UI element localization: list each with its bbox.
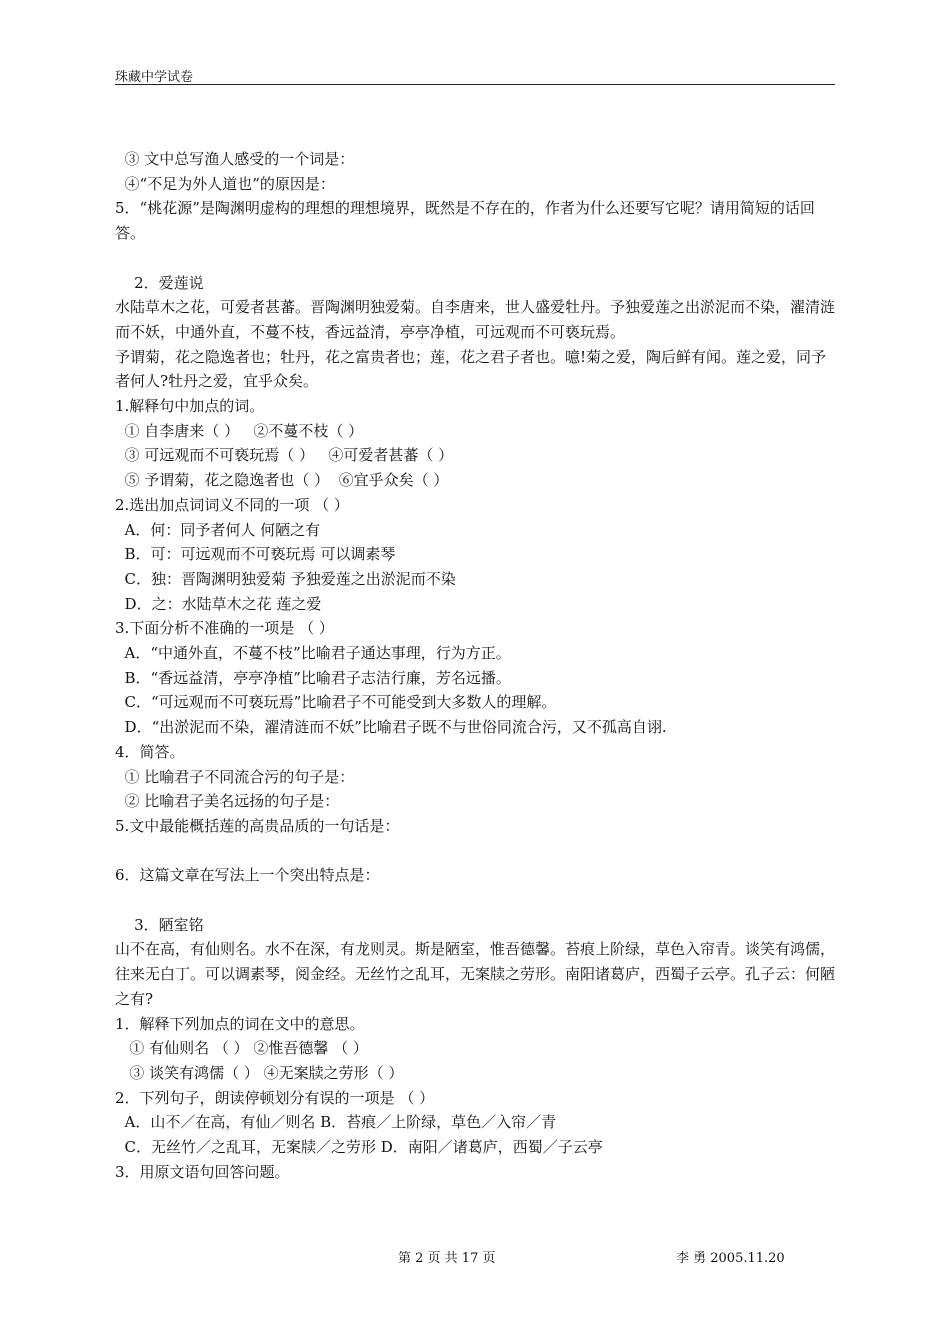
- text-line: 2.选出加点词词义不同的一项 （ ）: [115, 495, 349, 514]
- text-line: 水陆草木之花，可爱者甚蕃。晋陶渊明独爱菊。自李唐来，世人盛爱牡丹。予独爱莲之出淤泥而不染，濯清涟而不妖，中通外直，不蔓不枝，香远益清，亭亭净植，可远观而不可亵玩焉。: [115, 298, 836, 341]
- text-line: ⑤ 予谓菊，花之隐逸者也（ ） ⑥宜乎众矣（ ）: [115, 471, 449, 490]
- text-line: ③ 文中总写渔人感受的一个词是：: [115, 150, 355, 168]
- text-line: B．可：可远观而不可亵玩焉 可以调素琴: [115, 545, 396, 564]
- blank-line: [115, 839, 837, 864]
- text-line: B．“香远益清，亭亭净植”比喻君子志洁行廉，芳名远播。: [115, 668, 511, 687]
- blank-line: [115, 888, 837, 913]
- blank-line: [115, 246, 837, 271]
- text-line: ① 比喻君子不同流合污的句子是：: [115, 767, 355, 786]
- author-date: 李 勇 2005.11.20: [676, 1251, 785, 1266]
- text-line: 5．“桃花源”是陶渊明虚构的理想的理想境界，既然是不存在的，作者为什么还要写它呢？请用简短的话回答。: [115, 199, 815, 243]
- text-line: 4．简答。: [115, 742, 185, 761]
- page-number: 第 2 页 共 17 页: [398, 1251, 496, 1266]
- text-line: C．无丝竹／之乱耳，无案牍／之劳形 D．南阳／诸葛庐，西蜀／子云亭: [115, 1138, 603, 1157]
- text-line: C．独：晋陶渊明独爱菊 予独爱莲之出淤泥而不染: [115, 569, 456, 588]
- document-body: [115, 147, 837, 1184]
- text-line: A．“中通外直，不蔓不枝”比喻君子通达事理，行为方正。: [115, 644, 511, 663]
- text-line: 1.解释句中加点的词。: [115, 397, 265, 416]
- text-line: ① 有仙则名 （ ） ②惟吾德馨 （ ）: [115, 1039, 368, 1058]
- text-line: 6．这篇文章在写法上一个突出特点是：: [115, 866, 380, 885]
- text-line: 1．解释下列加点的词在文中的意思。: [115, 1014, 365, 1033]
- text-line: D．“出淤泥而不染，濯清涟而不妖”比喻君子既不与世俗同流合污，又不孤高自诩.: [115, 718, 667, 737]
- text-line: 2．下列句子，朗读停顿划分有误的一项是 （ ）: [115, 1088, 435, 1107]
- text-line: A．何：同予者何人 何陋之有: [115, 520, 321, 539]
- text-line: ① 自李唐来（ ） ②不蔓不枝（ ）: [115, 421, 364, 440]
- text-line: 3．陋室铭: [115, 915, 204, 934]
- text-line: 予谓菊，花之隐逸者也；牡丹，花之富贵者也；莲，花之君子者也。噫!菊之爱，陶后鲜有闻。莲之爱，同予者何人?牡丹之爱，宜乎众矣。: [115, 347, 827, 391]
- text-line: 3.下面分析不准确的一项是 （ ）: [115, 619, 334, 638]
- page-header: [115, 64, 835, 85]
- header-title: 珠藏中学试卷: [115, 70, 194, 85]
- text-line: C．“可远观而不可亵玩焉”比喻君子不可能受到大多数人的理解。: [115, 693, 557, 712]
- text-line: ③ 可远观而不可亵玩焉（ ） ④可爱者甚蕃（ ）: [115, 446, 454, 465]
- text-line: ② 比喻君子美名远扬的句子是：: [115, 792, 340, 811]
- text-line: ③ 谈笑有鸿儒（ ） ④无案牍之劳形（ ）: [115, 1063, 404, 1082]
- text-line: D．之：水陆草木之花 莲之爱: [115, 594, 322, 613]
- text-line: A．山不／在高，有仙／则名 B．苔痕／上阶绿，草色／入帘／青: [115, 1113, 557, 1132]
- text-line: ④“不足为外人道也”的原因是：: [115, 174, 335, 193]
- text-line: 2．爱莲说: [115, 273, 204, 292]
- text-line: 5.文中最能概括莲的高贵品质的一句话是：: [115, 816, 400, 835]
- text-line: 山不在高，有仙则名。水不在深，有龙则灵。斯是陋室，惟吾德馨。苔痕上阶绿，草色入帘青。谈笑有鸿儒，往来无白丁。可以调素琴，阅金经。无丝竹之乱耳，无案牍之劳形。南阳诸葛庐，西蜀子云亭。孔子云：何陋之有?: [115, 940, 836, 1008]
- text-line: 3．用原文语句回答问题。: [115, 1162, 290, 1181]
